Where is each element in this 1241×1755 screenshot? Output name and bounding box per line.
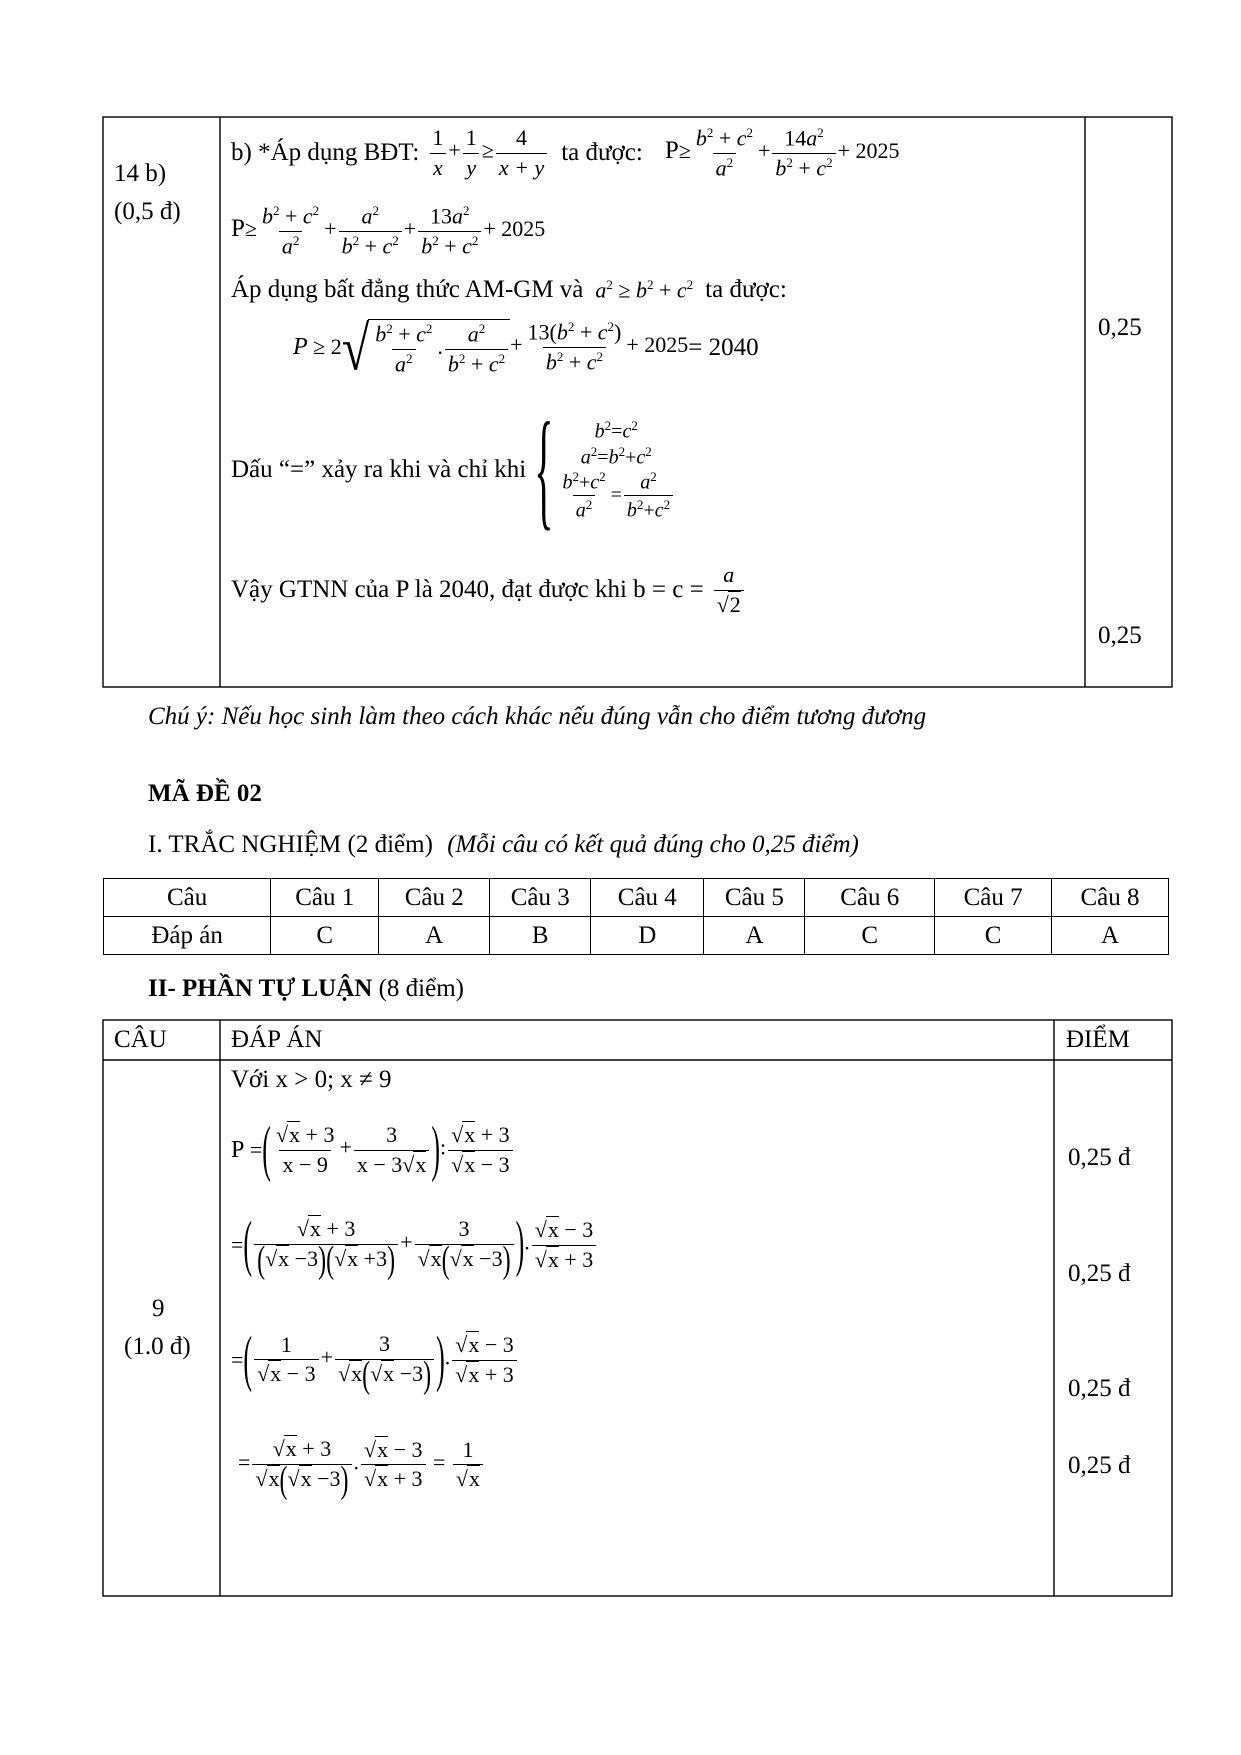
- answer-header-cell: Câu 7: [935, 879, 1052, 917]
- left-paren: (: [243, 1209, 253, 1279]
- answer-value-cell: A: [1052, 917, 1169, 955]
- section2-title-bold: II- PHẦN TỰ LUẬN: [148, 975, 373, 1002]
- answer-header-row: [104, 879, 1169, 917]
- answer-header-cell: Câu 8: [1052, 879, 1169, 917]
- q9-condition: Với x > 0; x ≠ 9: [231, 1066, 392, 1093]
- answer-header-label: Câu: [104, 879, 271, 917]
- q9-label: 9: [152, 1295, 165, 1322]
- q14-label: 14 b): [114, 160, 167, 187]
- q14-line6: Vậy GTNN của P là 2040, đạt được khi b = c = $\frac{a}{√2}$: [231, 560, 746, 620]
- q9-p-definition: P = ( $\frac{√x + 3}{x - 9}$ + $\frac{3}{x - 3√x}$ ) : $\frac{√x + 3}{√x - 3}$: [231, 1110, 515, 1190]
- q14-line5-text: Dấu “=” xảy ra khi và chỉ khi: [231, 456, 527, 483]
- essay-col-answer: ĐÁP ÁN: [231, 1026, 323, 1053]
- answer-header-cell: Câu 3: [490, 879, 591, 917]
- answer-table: [103, 878, 1169, 955]
- q14-line5: [231, 395, 675, 545]
- answer-value-cell: A: [379, 917, 490, 955]
- section1-title-text: I. TRẮC NGHIỆM (2 điểm): [148, 831, 433, 858]
- right-paren: ): [515, 1209, 525, 1279]
- answer-header-cell: Câu 1: [271, 879, 379, 917]
- q14-line3-text: Áp dụng bất đẳng thức AM-GM và: [231, 276, 584, 303]
- q9-step1: = ( $\frac{√x + 3}{(√x -3)(√x +3)}$ + $\frac{3}{√x(√x -3)}$ ) . $\frac{√x - 3}{√x + 3}$: [231, 1200, 598, 1290]
- left-paren: (: [243, 1324, 253, 1394]
- q14-line1-mid: ta được:: [561, 139, 643, 166]
- q9-step3: = $\frac{√x + 3}{√x(√x -3)}$ . $\frac{√x - 3}{√x + 3}$ = $\frac{1}{√x}$: [238, 1425, 485, 1505]
- essay-col-question: CÂU: [114, 1026, 167, 1053]
- left-paren: (: [262, 1114, 271, 1184]
- answer-header-cell: Câu 6: [805, 879, 935, 917]
- am-gm-result: = 2040: [688, 333, 759, 361]
- note: Chú ý: Nếu học sinh làm theo cách khác nếu đúng vẫn cho điểm tương đương: [148, 703, 927, 730]
- q9-score: 0,25 đ: [1068, 1452, 1131, 1479]
- q14-line1-prefix: b) *Áp dụng BĐT:: [231, 139, 420, 166]
- system-brace: {: [534, 394, 554, 543]
- q14-line3-end: ta được:: [705, 276, 787, 303]
- answer-value-label: Đáp án: [104, 917, 271, 955]
- answer-value-cell: C: [271, 917, 379, 955]
- essay-col-score: ĐIỂM: [1066, 1026, 1130, 1053]
- section1-subtitle: (Mỗi câu có kết quả đúng cho 0,25 điểm): [447, 831, 859, 858]
- exam-code-title: MÃ ĐỀ 02: [148, 780, 262, 807]
- right-paren: ): [436, 1324, 445, 1394]
- section2-title-rest: (8 điểm): [378, 975, 464, 1002]
- answer-header-cell: Câu 5: [704, 879, 805, 917]
- q9-step2: = ( $\frac{1}{√x - 3}$ + $\frac{3}{√x(√x -3)}$ ) . $\frac{√x - 3}{√x + 3}$: [231, 1315, 519, 1405]
- section1-title: [148, 831, 859, 859]
- q14-line6-text: Vậy GTNN của P là 2040, đạt được khi b = c =: [231, 576, 704, 603]
- answer-value-cell: A: [704, 917, 805, 955]
- q14-line3: Áp dụng bất đẳng thức AM-GM và $a^2 \ge b^2 + c^2$ ta được:: [231, 276, 787, 303]
- q14-points: (0,5 đ): [114, 198, 181, 225]
- q14-score-1: 0,25: [1098, 314, 1142, 341]
- q14-line1: [231, 118, 900, 188]
- am-gm-formula: P ≥ 2 √ $\frac{b^2 + c^2}{a^2}$ . $\frac{a^2}{b^2 + c^2}$ + $\frac{13(b^2 + c^2)}{b^2 + c^2}$ + 2025 = 2040: [293, 312, 759, 383]
- q9-points: (1.0 đ): [124, 1333, 191, 1360]
- right-paren: ): [431, 1114, 441, 1184]
- answer-value-cell: D: [591, 917, 704, 955]
- section2-title: [148, 975, 464, 1003]
- p-bound-1: P≥ $\frac{b^2 + c^2}{a^2}$ + $\frac{14a^2}{b^2 + c^2}$ + 2025: [664, 124, 900, 180]
- answer-value-cell: C: [935, 917, 1052, 955]
- q9-score: 0,25 đ: [1068, 1260, 1131, 1287]
- q9-score: 0,25 đ: [1068, 1375, 1131, 1402]
- q9-score: 0,25 đ: [1068, 1144, 1131, 1171]
- p-bound-2: P≥ $\frac{b^2 + c^2}{a^2}$ + $\frac{a^2}{b^2 + c^2}$ + $\frac{13a^2}{b^2 + c^2}$ + 2025: [231, 202, 546, 258]
- answer-value-cell: C: [805, 917, 935, 955]
- q14-score-2: 0,25: [1098, 622, 1142, 649]
- answer-value-row: [104, 917, 1169, 955]
- answer-header-cell: Câu 4: [591, 879, 704, 917]
- answer-header-cell: Câu 2: [379, 879, 490, 917]
- equality-system: $b^2=c^2$ $a^2=b^2+c^2$ $\frac{b^2+c^2}{a^2}$ = $\frac{a^2}{b^2+c^2}$: [557, 418, 675, 522]
- bdt-formula: $\frac{1}{x}$ + $\frac{1}{y}$ ≥ $\frac{4}{x + y}$: [427, 126, 549, 179]
- answer-value-cell: B: [490, 917, 591, 955]
